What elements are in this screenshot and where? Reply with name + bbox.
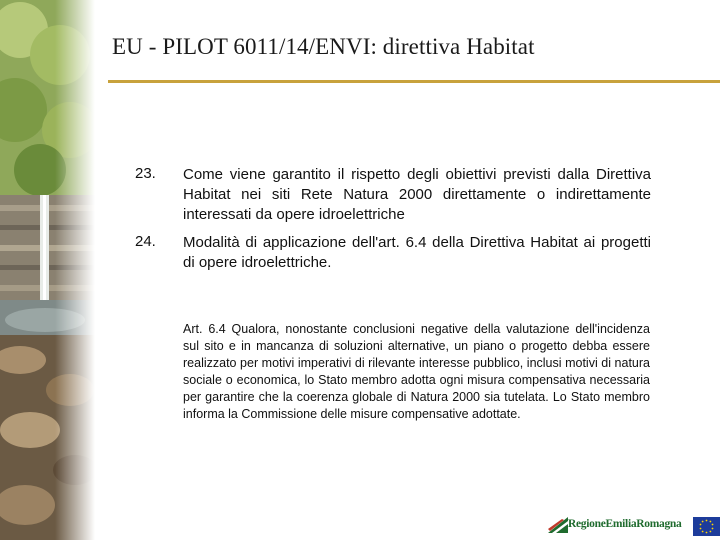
slide-title: EU - PILOT 6011/14/ENVI: direttiva Habitat	[112, 34, 535, 59]
eu-flag-icon	[693, 517, 720, 536]
item-text: Modalità di applicazione dell'art. 6.4 della Direttiva Habitat ai progetti di opere idroelettriche.	[183, 234, 651, 271]
item-text: Come viene garantito il rispetto degli obiettivi previsti dalla Direttiva Habitat nei siti Rete Natura 2000 direttamente o indirettamente interessati da opere idroelettriche	[183, 166, 651, 223]
regione-logo-icon	[548, 517, 568, 533]
item-number: 24.	[135, 233, 156, 250]
regione-logo	[548, 516, 688, 534]
regione-logo-text: RegioneEmiliaRomagna	[568, 518, 682, 530]
article-note: Art. 6.4 Qualora, nonostante conclusioni negative della valutazione dell'incidenza sul sito e in mancanza di soluzioni alternative, un piano o progetto debba essere realizzato per motivi imperativi di rilevante interesse pubblico, inclusi motivi di natura sociale o economica, lo Stato membro adotta ogni misura compensativa necessaria per garantire che la coerenza globale di Natura 2000 sia tutelata. Lo Stato membro informa la Commissione delle misure compensative adottate.	[183, 322, 650, 421]
waterfall-photo	[0, 0, 95, 540]
title-divider	[108, 80, 720, 83]
item-number: 23.	[135, 165, 156, 182]
photo-fade	[55, 0, 95, 540]
